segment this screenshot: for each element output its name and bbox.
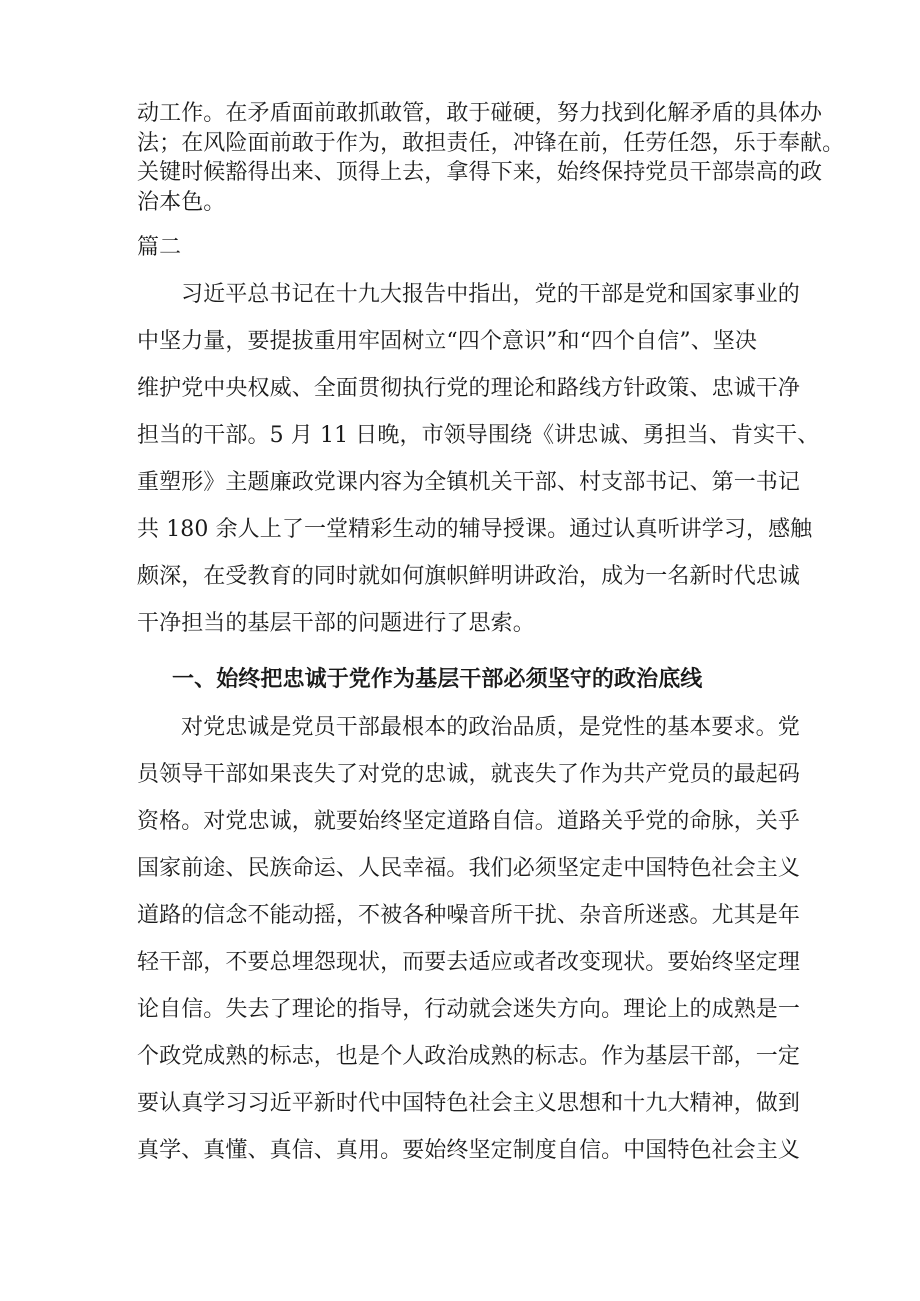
paragraph2-line-8: 个政党成熟的标志，也是个人政治成熟的标志。作为基层干部，一定 [137, 1044, 801, 1069]
intro-line-2: 法；在风险面前敢于作为，敢担责任，冲锋在前，任劳任怨，乐于奉献。 [137, 131, 845, 156]
paragraph2-line-3: 资格。对党忠诚，就要始终坚定道路自信。道路关乎党的命脉，关乎 [137, 809, 801, 834]
paragraph1-line-8: 干净担当的基层干部的问题进行了思索。 [137, 611, 535, 636]
paragraph2-line-10: 真学、真懂、真信、真用。要始终坚定制度自信。中国特色社会主义 [137, 1138, 801, 1163]
paragraph1-line-7: 颇深，在受教育的同时就如何旗帜鲜明讲政治，成为一名新时代忠诚 [137, 564, 801, 589]
section-heading-1: 一、始终把忠诚于党作为基层干部必须坚守的政治底线 [172, 666, 703, 692]
paragraph1-line-2: 中坚力量，要提拔重用牢固树立“四个意识”和“四个自信”、坚决 [137, 329, 757, 354]
intro-line-3: 关键时候豁得出来、顶得上去，拿得下来，始终保持党员干部崇高的政 [137, 160, 823, 185]
paragraph1-line-4: 担当的干部。5 月 11 日晚，市领导围绕《讲忠诚、勇担当、肯实干、 [137, 423, 820, 448]
section-label: 篇二 [137, 235, 182, 260]
paragraph2-line-4: 国家前途、民族命运、人民幸福。我们必须坚定走中国特色社会主义 [137, 856, 801, 881]
paragraph2-line-7: 论自信。失去了理论的指导，行动就会迷失方向。理论上的成熟是一 [137, 997, 801, 1022]
paragraph1-line-1: 习近平总书记在十九大报告中指出，党的干部是党和国家事业的 [181, 282, 800, 307]
intro-line-1: 动工作。在矛盾面前敢抓敢管，敢于碰硬，努力找到化解矛盾的具体办 [137, 101, 823, 126]
paragraph2-line-5: 道路的信念不能动摇，不被各种噪音所干扰、杂音所迷惑。尤其是年 [137, 903, 801, 928]
paragraph1-line-3: 维护党中央权威、全面贯彻执行党的理论和路线方针政策、忠诚干净 [137, 376, 801, 401]
paragraph1-line-6: 共 180 余人上了一堂精彩生动的辅导授课。通过认真听讲学习，感触 [137, 517, 813, 542]
paragraph2-line-2: 员领导干部如果丧失了对党的忠诚，就丧失了作为共产党员的最起码 [137, 762, 801, 787]
paragraph2-line-1: 对党忠诚是党员干部最根本的政治品质，是党性的基本要求。党 [181, 715, 800, 740]
intro-line-4: 治本色。 [137, 190, 226, 215]
paragraph2-line-9: 要认真学习习近平新时代中国特色社会主义思想和十九大精神，做到 [137, 1091, 801, 1116]
paragraph1-line-5: 重塑形》主题廉政党课内容为全镇机关干部、村支部书记、第一书记 [137, 470, 801, 495]
paragraph2-line-6: 轻干部，不要总埋怨现状，而要去适应或者改变现状。要始终坚定理 [137, 950, 801, 975]
